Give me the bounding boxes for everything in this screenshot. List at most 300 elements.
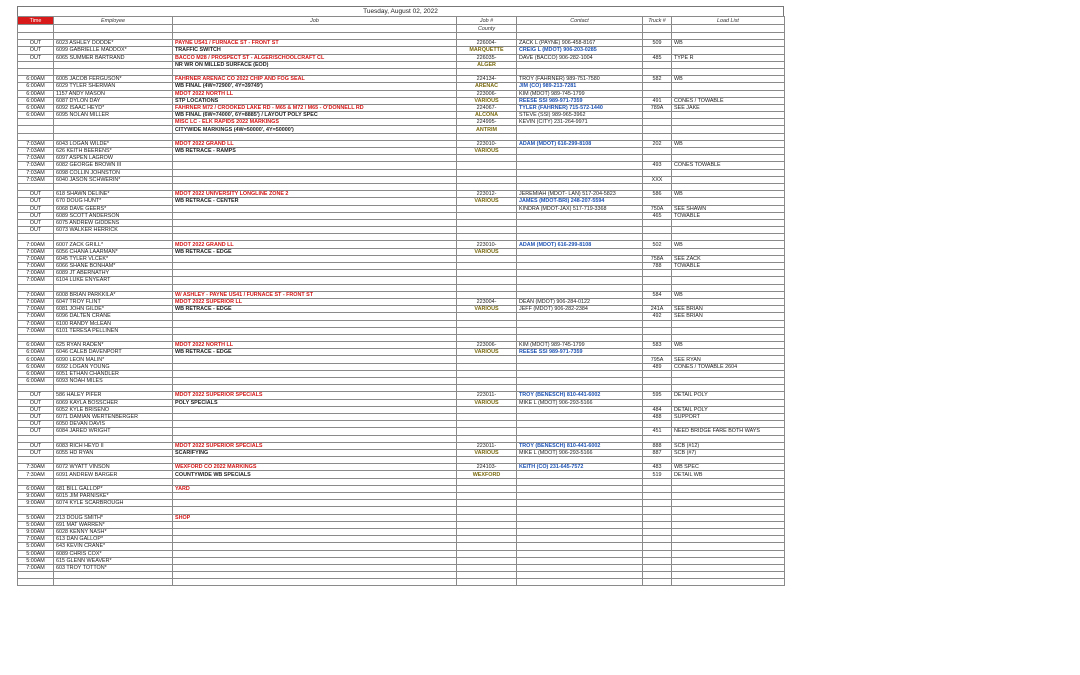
cell-truck: 586 [643,191,672,198]
header-blank [18,25,54,33]
cell-job-number [457,277,517,284]
cell-truck: 584 [643,291,672,298]
cell-load-list [672,83,785,90]
cell-time: 7:00AM [18,306,54,313]
cell-time: 6:00AM [18,378,54,385]
table-row [18,564,785,571]
cell-job-number: ANTRIM [457,126,517,133]
cell-time: 7:30AM [18,464,54,471]
cell-time: 6:00AM [18,370,54,377]
table-row [18,191,785,198]
cell-job [173,320,457,327]
cell-job-number [457,478,517,485]
cell-truck: 483 [643,464,672,471]
cell-contact: JAMES (MDOT-BRI) 248-207-5594 [517,198,643,205]
cell-job-number [457,543,517,550]
cell-load-list [672,68,785,75]
cell-truck [643,500,672,507]
cell-employee: 6015 JIM PARNISKE* [54,493,173,500]
header-row [18,17,785,25]
cell-time: 6:00AM [18,356,54,363]
cell-load-list [672,399,785,406]
cell-time: 7:00AM [18,263,54,270]
cell-job-number [457,255,517,262]
cell-employee: 6005 JACOB FERGUSON* [54,76,173,83]
cell-load-list [672,90,785,97]
cell-job-number [457,327,517,334]
cell-job [173,270,457,277]
cell-truck: 484 [643,406,672,413]
cell-job [173,579,457,586]
schedule-table [17,16,785,586]
cell-job: WB RETRACE - EDGE [173,349,457,356]
cell-load-list [672,320,785,327]
cell-time: 6:00AM [18,112,54,119]
cell-load-list: WB [672,342,785,349]
cell-truck [643,543,672,550]
cell-job [173,478,457,485]
cell-load-list [672,514,785,521]
cell-job-number: 223006- [457,342,517,349]
cell-job-number [457,334,517,341]
cell-job-number: VARIOUS [457,449,517,456]
cell-time: 6:00AM [18,76,54,83]
cell-load-list: CONES / TOWABLE [672,97,785,104]
cell-job [173,572,457,579]
cell-load-list: WB [672,76,785,83]
cell-contact [517,334,643,341]
cell-truck: 241A [643,306,672,313]
cell-job: MDOT 2022 SUPERIOR LL [173,298,457,305]
cell-truck [643,485,672,492]
cell-time: 7:00AM [18,277,54,284]
cell-load-list [672,227,785,234]
table-row [18,363,785,370]
cell-job-number: 226004- [457,40,517,47]
cell-load-list: WB [672,140,785,147]
cell-truck: 595 [643,392,672,399]
cell-job [173,356,457,363]
cell-job-number [457,507,517,514]
cell-job: WB RETRACE - RAMPS [173,148,457,155]
cell-time: 7:00AM [18,255,54,262]
cell-job-number [457,493,517,500]
cell-time: 9:00AM [18,528,54,535]
cell-load-list [672,148,785,155]
cell-load-list [672,327,785,334]
cell-job-number [457,536,517,543]
cell-time [18,579,54,586]
cell-contact [517,183,643,190]
cell-truck [643,61,672,68]
table-row [18,119,785,126]
cell-job: SCARIFYING [173,449,457,456]
cell-contact: ADAM (MDOT) 616-299-8108 [517,241,643,248]
cell-contact [517,385,643,392]
cell-job-number: ARENAC [457,83,517,90]
cell-time: OUT [18,191,54,198]
cell-employee: 6029 TYLER SHERMAN [54,83,173,90]
cell-load-list [672,564,785,571]
cell-load-list: TOWABLE [672,263,785,270]
cell-time: OUT [18,205,54,212]
cell-load-list [672,169,785,176]
cell-employee: 1157 ANDY MASON [54,90,173,97]
cell-employee: 618 SHAWN DELINE* [54,191,173,198]
cell-contact [517,327,643,334]
cell-load-list [672,219,785,226]
cell-time [18,507,54,514]
cell-load-list: WB [672,191,785,198]
table-row [18,112,785,119]
cell-contact [517,126,643,133]
cell-time [18,126,54,133]
cell-job: SHOP [173,514,457,521]
table-row [18,406,785,413]
cell-job-number [457,363,517,370]
cell-time: 7:00AM [18,241,54,248]
cell-load-list [672,543,785,550]
cell-job: MDOT 2022 SUPERIOR SPECIALS [173,392,457,399]
cell-time: OUT [18,198,54,205]
table-row [18,435,785,442]
table-row [18,485,785,492]
cell-load-list [672,47,785,54]
table-row [18,334,785,341]
cell-job-number [457,205,517,212]
cell-employee: 6043 LOGAN WILDE* [54,140,173,147]
table-row [18,61,785,68]
cell-employee: 6074 KYLE SCARBROUGH [54,500,173,507]
cell-job-number [457,457,517,464]
cell-employee: 6045 TYLER VLCEK* [54,255,173,262]
table-row [18,572,785,579]
cell-truck [643,579,672,586]
cell-employee: 6056 CHANA LAARMAN* [54,248,173,255]
cell-job [173,421,457,428]
cell-time [18,457,54,464]
cell-employee [54,126,173,133]
cell-job [173,370,457,377]
cell-job [173,521,457,528]
cell-employee: 615 GLENN WEAVER* [54,557,173,564]
cell-truck [643,33,672,40]
cell-employee: 6093 NOAH MILES [54,378,173,385]
cell-employee: 6023 ASHLEY DODDE* [54,40,173,47]
cell-contact: MIKE L (MDOT) 906-293-5166 [517,449,643,456]
cell-job-number [457,356,517,363]
cell-employee: 6091 ANDREW BARGER [54,471,173,478]
table-row [18,327,785,334]
table-row [18,54,785,61]
cell-job-number [457,378,517,385]
cell-employee: 6095 NOLAN MILLER [54,112,173,119]
cell-truck: 788 [643,263,672,270]
cell-time [18,234,54,241]
cell-job-number: VARIOUS [457,97,517,104]
cell-truck [643,155,672,162]
cell-time: OUT [18,212,54,219]
cell-load-list [672,457,785,464]
cell-truck [643,421,672,428]
cell-contact [517,33,643,40]
cell-contact: KIM (MDOT) 989-745-1799 [517,342,643,349]
cell-employee [54,435,173,442]
table-row [18,140,785,147]
cell-load-list: TOWABLE [672,212,785,219]
cell-contact [517,507,643,514]
table-row [18,263,785,270]
cell-time: OUT [18,442,54,449]
cell-job: PAYNE US41 / FURNACE ST - FRONT ST [173,40,457,47]
cell-employee: 6082 GEORGE BROWN III [54,162,173,169]
cell-truck [643,227,672,234]
cell-employee [54,119,173,126]
cell-job-number: 224134- [457,76,517,83]
cell-time: OUT [18,399,54,406]
table-row [18,104,785,111]
cell-truck [643,536,672,543]
cell-job-number: 223011- [457,392,517,399]
cell-job: CITYWIDE MARKINGS (4W=50000', 4Y=50000') [173,126,457,133]
cell-time [18,284,54,291]
cell-contact: CREIG L (MDOT) 906-203-0285 [517,47,643,54]
cell-job-number: WEXFORD [457,471,517,478]
cell-time: OUT [18,227,54,234]
cell-job [173,435,457,442]
cell-job [173,557,457,564]
cell-load-list [672,493,785,500]
table-row [18,47,785,54]
cell-job [173,162,457,169]
cell-job: COUNTYWIDE WB SPECIALS [173,471,457,478]
cell-contact [517,572,643,579]
cell-employee: 625 RYAN RADEN* [54,342,173,349]
cell-contact: JEFF (MDOT) 906-282-2384 [517,306,643,313]
cell-job-number [457,320,517,327]
cell-time [18,572,54,579]
cell-truck [643,478,672,485]
cell-time: 6:00AM [18,342,54,349]
cell-truck [643,550,672,557]
cell-contact [517,176,643,183]
cell-contact [517,148,643,155]
cell-contact: KEVIN (CITY) 231-264-9971 [517,119,643,126]
header-load-list: Load List [672,17,785,25]
cell-job [173,234,457,241]
cell-employee: 6046 CALEB DAVENPORT [54,349,173,356]
cell-time: 7:00AM [18,327,54,334]
cell-employee: 643 KEVIN CRANE* [54,543,173,550]
cell-time: OUT [18,413,54,420]
cell-job-number [457,169,517,176]
cell-employee: 6040 JASON SCHWERIN* [54,176,173,183]
table-row [18,277,785,284]
cell-employee: 6096 DALTEN CRANE [54,313,173,320]
cell-job: WB FINAL (4W=72900', 4Y=39749') [173,83,457,90]
cell-load-list: CONES / TOWABLE 2604 [672,363,785,370]
table-row [18,543,785,550]
cell-job [173,277,457,284]
cell-load-list [672,557,785,564]
cell-load-list [672,435,785,442]
header-job-number: Job # [457,17,517,25]
cell-job [173,68,457,75]
cell-employee: 6028 KENNY NASH* [54,528,173,535]
table-row [18,212,785,219]
cell-job-number [457,421,517,428]
cell-contact [517,155,643,162]
cell-load-list: SEE BRIAN [672,313,785,320]
header-blank [173,25,457,33]
header-blank [517,25,643,33]
cell-load-list: NEED BRIDGE FARE BOTH WAYS [672,428,785,435]
cell-job: POLY SPECIALS [173,399,457,406]
cell-employee [54,68,173,75]
cell-load-list: CONES TOWABLE [672,162,785,169]
cell-load-list [672,176,785,183]
table-row [18,521,785,528]
cell-employee: 6071 DAMIAN WERTENBERGER [54,413,173,420]
cell-job [173,385,457,392]
schedule-date: Tuesday, August 02, 2022 [17,6,784,16]
table-row [18,227,785,234]
cell-job [173,219,457,226]
cell-time: 5:00AM [18,543,54,550]
cell-contact [517,471,643,478]
cell-job: YARD [173,485,457,492]
table-row [18,183,785,190]
cell-job: NR WR ON MILLED SURFACE (EOD) [173,61,457,68]
cell-job [173,413,457,420]
cell-truck [643,112,672,119]
cell-truck: 519 [643,471,672,478]
cell-truck [643,507,672,514]
cell-job-number: ALCONA [457,112,517,119]
cell-truck [643,320,672,327]
table-row [18,493,785,500]
cell-employee: 603 TROY TOTTON* [54,564,173,571]
cell-employee: 6075 ANDREW GIDDENS [54,219,173,226]
cell-contact [517,255,643,262]
cell-time: 7:00AM [18,270,54,277]
cell-job-number [457,313,517,320]
cell-contact [517,500,643,507]
table-row [18,457,785,464]
header-blank [54,25,173,33]
cell-employee: 6065 SUMMER BARTRAND [54,54,173,61]
cell-contact [517,428,643,435]
table-row [18,413,785,420]
cell-contact [517,363,643,370]
table-row [18,90,785,97]
cell-job [173,327,457,334]
table-row [18,234,785,241]
cell-time: 9:00AM [18,500,54,507]
cell-job [173,507,457,514]
cell-truck: 488 [643,413,672,420]
cell-load-list [672,528,785,535]
cell-load-list [672,536,785,543]
cell-job-number [457,212,517,219]
cell-contact [517,543,643,550]
cell-truck: 750A [643,205,672,212]
cell-truck [643,277,672,284]
cell-truck: 502 [643,241,672,248]
cell-load-list [672,500,785,507]
cell-load-list [672,385,785,392]
cell-job: STP LOCATIONS [173,97,457,104]
table-row [18,528,785,535]
cell-job-number [457,564,517,571]
table-row [18,428,785,435]
cell-contact [517,528,643,535]
cell-truck [643,370,672,377]
cell-employee: 6073 WALKER HERRICK [54,227,173,234]
cell-time [18,435,54,442]
cell-employee [54,284,173,291]
cell-load-list [672,421,785,428]
cell-time: 7:00AM [18,291,54,298]
cell-contact [517,320,643,327]
cell-time: 7:30AM [18,471,54,478]
cell-job [173,493,457,500]
cell-truck: 887 [643,449,672,456]
cell-job [173,176,457,183]
cell-contact [517,227,643,234]
cell-load-list [672,33,785,40]
cell-truck [643,528,672,535]
cell-job: MDOT 2022 NORTH LL [173,342,457,349]
cell-job-number [457,234,517,241]
table-row [18,169,785,176]
cell-job-number [457,528,517,535]
table-row [18,550,785,557]
cell-time [18,133,54,140]
cell-contact [517,270,643,277]
cell-contact: KINDRA (MDOT-JAX) 517-719-3368 [517,205,643,212]
table-row [18,176,785,183]
cell-job [173,33,457,40]
cell-job: W/ ASHLEY - PAYNE US41 / FURNACE ST - FRONT ST [173,291,457,298]
cell-truck [643,270,672,277]
cell-load-list [672,572,785,579]
cell-contact [517,291,643,298]
cell-employee: 613 DAN GALLOP* [54,536,173,543]
cell-load-list: WB SPEC [672,464,785,471]
table-row [18,40,785,47]
cell-truck [643,399,672,406]
cell-employee: 6008 BRIAN PARKKILA* [54,291,173,298]
cell-load-list [672,277,785,284]
cell-job [173,183,457,190]
cell-load-list: SCB (#12) [672,442,785,449]
cell-employee [54,385,173,392]
cell-employee: 6098 COLLIN JOHNSTON [54,169,173,176]
cell-employee: 213 DOUG SMITH* [54,514,173,521]
table-row [18,148,785,155]
table-row [18,68,785,75]
cell-truck: 758A [643,255,672,262]
table-row [18,370,785,377]
header-county-row [18,25,785,33]
cell-job-number [457,270,517,277]
cell-employee [54,579,173,586]
cell-job-number [457,284,517,291]
cell-truck [643,183,672,190]
cell-employee: 6097 ASPEN LAGROW [54,155,173,162]
header-blank [672,25,785,33]
